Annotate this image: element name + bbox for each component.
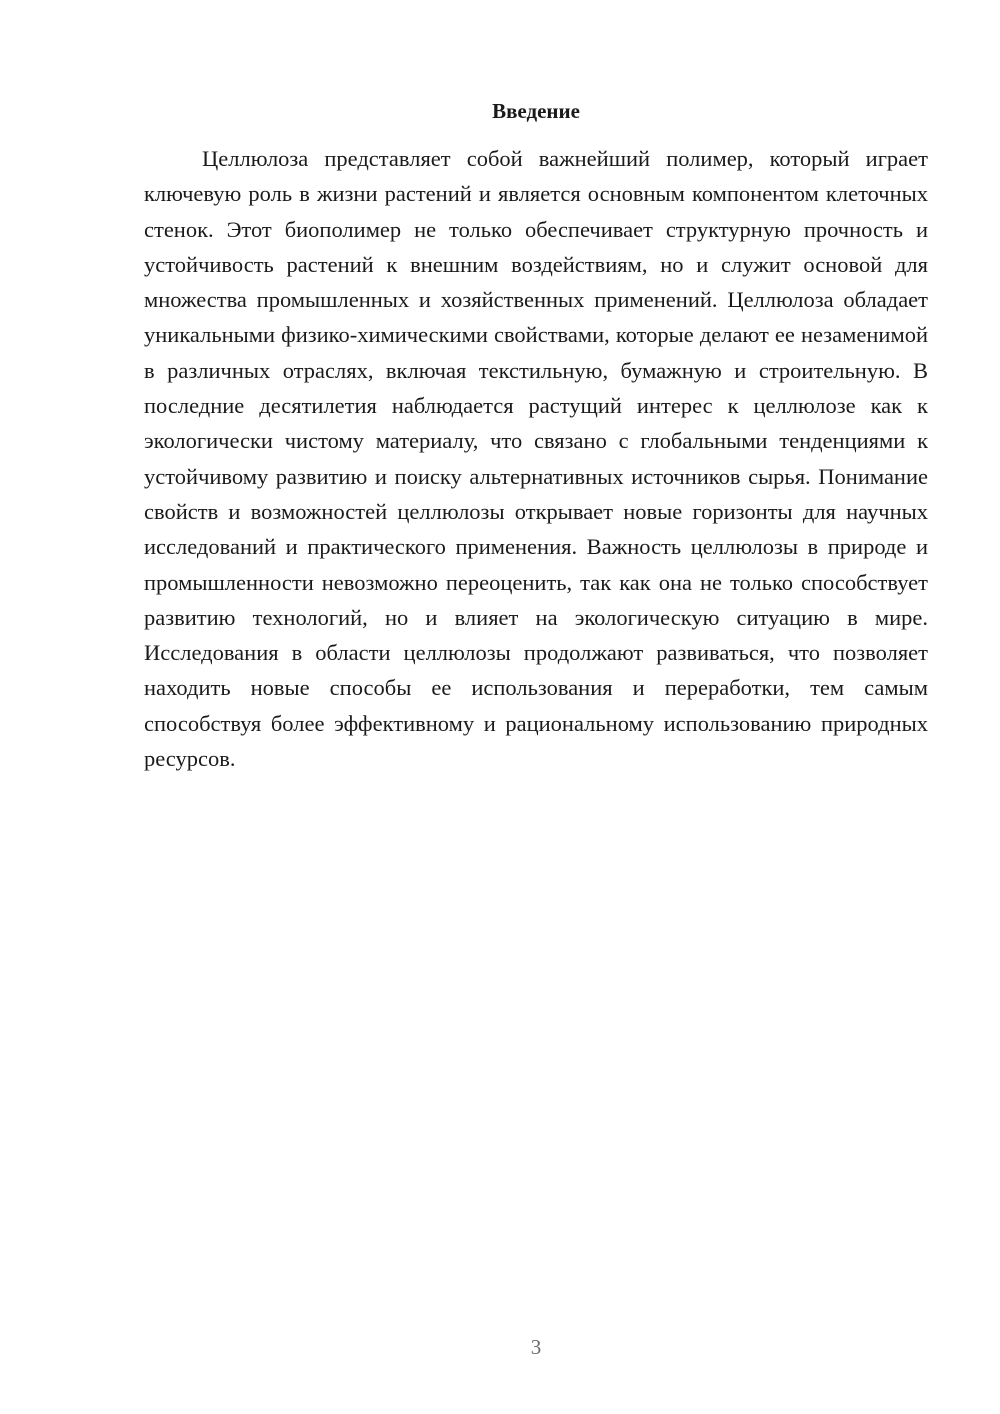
body-paragraph: Целлюлоза представляет собой важнейший полимер, который играет ключевую роль в жизни растений и является основным компонентом клеточных стенок. Этот биополимер не только обеспечивает структурную прочность и устойчивость растений к внешним воздействиям, но и служит основой для множества промышленных и хозяйственных применений. Целлюлоза обладает уникальными физико-химическими свойствами, которые делают ее незаменимой в различных отраслях, включая текстильную, бумажную и строительную. В последние десятилетия наблюдается растущий интерес к целлюлозе как к экологически чистому материалу, что связано с глобальными тенденциями к устойчивому развитию и поиску альтернативных источников сырья. Понимание свойств и возможностей целлюлозы открывает новые горизонты для научных исследований и практического применения. Важность целлюлозы в природе и промышленности невозможно переоценить, так как она не только способствует развитию технологий, но и влияет на экологическую ситуацию в мире. Исследования в области целлюлозы продолжают развиваться, что позволяет находить новые способы ее использования и переработки, тем самым способствуя более эффективному и рациональному использованию природных ресурсов.	[144, 146, 928, 772]
section-heading: Введение	[492, 99, 580, 123]
page-number: 3	[530, 1335, 542, 1359]
